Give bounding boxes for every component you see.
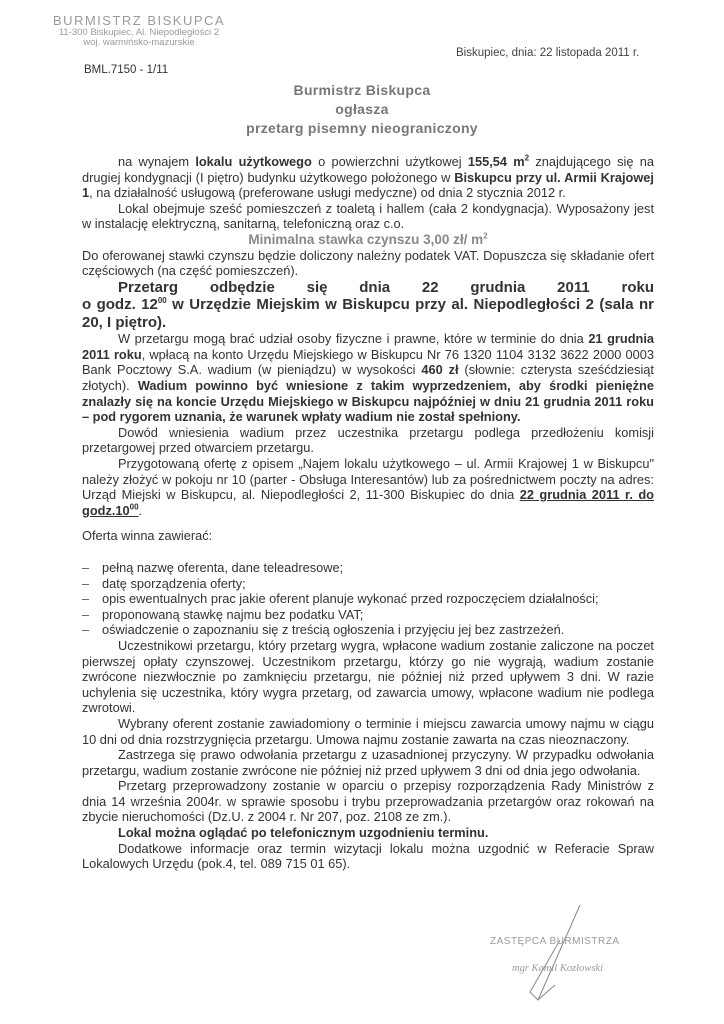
text: , wpłacą na konto Urzędu Miejskiego w Biskupcu Nr 76 1320 1104 3132 3622 2000 0003 Bank Pocztowy S.A. wadium (w pieniądzu) w wysokości: [82, 346, 654, 378]
area-number: 155,54 m: [467, 154, 525, 169]
paragraph-premises: [82, 154, 654, 201]
text: .: [138, 502, 143, 518]
list-item: [82, 560, 654, 576]
text: o powierzchni użytkowej: [311, 154, 468, 169]
list-item: [82, 576, 654, 592]
text: na wynajem: [118, 154, 196, 169]
address-bold: Biskupcu przy ul. Armii Krajowej 1: [82, 169, 654, 201]
place-date: Biskupiec, dnia: 22 listopada 2011 r.: [456, 47, 640, 59]
paragraph-vat: Do oferowanej stawki czynszu będzie doliczony należny podatek VAT. Dopuszcza się składanie ofert częściowych (na część pomieszczeń).: [82, 247, 654, 279]
list-item: [82, 622, 654, 638]
document-body: [82, 154, 654, 872]
offer-requirements-list: [82, 560, 654, 638]
stamp-address: 11-300 Biskupiec, Al. Niepodległości 2: [58, 26, 220, 38]
text-bold: lokalu użytkowego: [195, 154, 312, 169]
dash-bullet-icon: –: [82, 622, 90, 638]
minimum-rate-text: Minimalna stawka czynszu 3,00 zł/ m: [248, 231, 484, 247]
paragraph-notification: Wybrany oferent zostanie zawiadomiony o terminie i miejscu zawarcia umowy najmu w ciągu 10 dni od dnia rozstrzygnięcia przetargu. Umowa najmu zostanie zawarta na czas nieoznaczony.: [82, 715, 654, 747]
paragraph-contact: Dodatkowe informacje oraz termin wizytacji lokalu można uzgodnić w Referacie Spraw Lokalowych Urzędu (pok.4, tel. 089 715 01 65).: [82, 840, 654, 872]
deadline-text: 22 grudnia 2011 r. do godz.10: [82, 487, 654, 518]
text: znajdującego się na drugiej kondygnacji (I piętro) budynku użytkowego położonego w: [82, 154, 654, 185]
paragraph-cancellation: Zastrzega się prawo odwołania przetargu z uzasadnionej przyczyny. W przypadku odwołania przetargu, wadium zostanie zwrócone nie później niż przed upływem 3 dni od dnia jego odwołania.: [82, 747, 654, 778]
auction-time: o godz. 12: [82, 296, 158, 314]
text: Przygotowaną ofertę z opisem „Najem lokalu użytkowego – ul. Armii Krajowej 1 w Biskupcu" należy złożyć w pokoju nr 10 (parter - Obsługa Interesantów) lub za pośrednictwem poczty na adres: Urząd Miejski w Biskupcu, al. Niepodległości 2, 11-300 Biskupiec do dnia: [82, 456, 654, 503]
auction-time-superscript: 00: [157, 296, 167, 306]
deposit-amount: 460 zł: [421, 362, 459, 378]
header-line-1: Burmistrz Biskupca: [293, 82, 431, 98]
offer-heading: Oferta winna zawierać:: [82, 528, 213, 544]
text: , na działalność usługową (preferowane usługi medyczne) od dnia 2 stycznia 2012 r.: [89, 185, 566, 201]
list-item: [82, 591, 654, 607]
paragraph-deposit-return: Uczestnikowi przetargu, który przetarg wygra, wpłacone wadium zostanie zaliczone na poczet pierwszej opłaty czynszowej. Uczestnikom przetargu, którzy go nie wygrają, wadium zostanie zwrócone niezwłocznie po zamknięciu przetargu, nie później niż przed upływem 3 dni. W razie uchylenia się uczestnika, który wygra przetarg, od zawarcia umowy, wpłacone wadium nie podlega zwrotowi.: [82, 637, 654, 716]
area-unit-superscript: 2: [524, 153, 530, 163]
paragraph-legal-basis: Przetarg przeprowadzony zostanie w oparciu o przepisy rozporządzenia Rady Ministrów z dnia 14 września 2004r. w sprawie sposobu i trybu przeprowadzania przetargów oraz rokowań na zbycie nieruchomości (Dz.U. z 2004 r. Nr 207, poz. 2108 ze zm.).: [82, 778, 654, 825]
reference-number: BML.7150 - 1/11: [84, 64, 169, 76]
list-item-text: oświadczenie o zapoznaniu się z treścią ogłoszenia i przyjęciu jej bez zastrzeżeń.: [102, 622, 565, 638]
paragraph-description: Lokal obejmuje sześć pomieszczeń z toaletą i hallem (cała 2 kondygnacja). Wyposażony jest w instalację elektryczną, sanitarną, telefoniczną oraz c.o.: [82, 200, 654, 232]
signature-block: [490, 936, 650, 974]
list-item-text: opis ewentualnych prac jakie oferent planuje wykonać przed rozpoczęciem działalności;: [102, 591, 599, 607]
auction-date-line: Przetarg odbędzie się dnia 22 grudnia 2011 roku: [118, 278, 654, 296]
document-header: [0, 81, 724, 138]
deposit-condition: Wadium powinno być wniesione z takim wyprzedzeniem, aby środki pieniężne znalazły się na koncie Urzędu Miejskiego w Biskupcu najpóźniej w dniu 21 grudnia 2011 roku – pod rygorem uznania, że warunek wpłaty wadium nie został spełniony.: [82, 378, 654, 425]
header-line-2: ogłasza: [335, 101, 389, 117]
minimum-rate-superscript: 2: [483, 231, 488, 241]
auction-location: [82, 296, 654, 331]
area-value: [468, 154, 529, 169]
deadline-superscript: 00: [129, 502, 139, 512]
stamp-region: woj. warmińsko-mazurskie: [83, 36, 195, 48]
paragraph-submission: [82, 456, 654, 518]
signatory-role: ZASTĘPCA BURMISTRZA: [490, 936, 620, 947]
paragraph-deposit: [82, 331, 654, 425]
office-stamp: [34, 14, 244, 48]
text: W przetargu mogą brać udział osoby fizyczne i prawne, które w terminie do dnia: [118, 331, 589, 347]
list-item: [82, 607, 654, 623]
dash-bullet-icon: –: [82, 591, 90, 607]
dash-bullet-icon: –: [82, 575, 90, 591]
auction-place: w Urzędzie Miejskim w Biskupcu przy al. Niepodległości 2 (sala nr 20, I piętro).: [82, 296, 654, 331]
dash-bullet-icon: –: [82, 606, 90, 622]
dash-bullet-icon: –: [82, 559, 90, 575]
deposit-deadline: 21 grudnia 2011 roku: [82, 331, 654, 362]
signatory-name: mgr Kamil Kozłowski: [512, 963, 604, 974]
text: (słownie: czterysta sześćdziesiąt złotych).: [82, 362, 654, 394]
paragraph-viewing: Lokal można oglądać po telefonicznym uzgodnieniu terminu.: [118, 825, 489, 841]
list-item-text: proponowaną stawkę najmu bez podatku VAT;: [102, 606, 364, 622]
list-item-text: datę sporządzenia oferty;: [102, 575, 246, 591]
minimum-rate: [82, 232, 654, 248]
stamp-title: BURMISTRZ BISKUPCA: [52, 13, 226, 28]
paragraph-proof: Dowód wniesienia wadium przez uczestnika przetargu podlega przedłożeniu komisji przetargowej przed otwarciem przetargu.: [82, 424, 654, 456]
header-line-3: przetarg pisemny nieograniczony: [246, 120, 478, 136]
list-item-text: pełną nazwę oferenta, dane teleadresowe;: [102, 559, 344, 575]
